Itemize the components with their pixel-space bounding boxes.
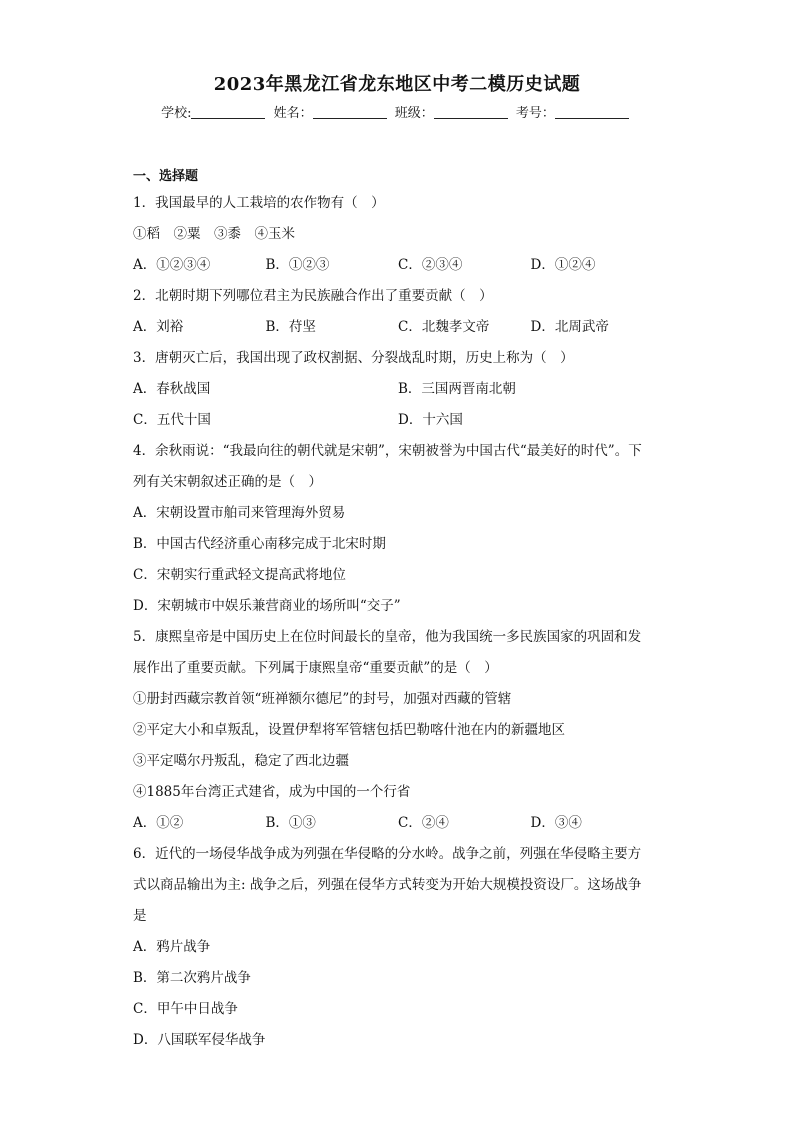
option-c: C．②③④ (398, 257, 463, 273)
question-3-stem: 3．唐朝灭亡后，我国出现了政权割据、分裂战乱时期，历史上称为（ ） (133, 350, 574, 366)
option-b: B．三国两晋南北朝 (398, 381, 516, 397)
question-3-options-row-1 (133, 374, 663, 405)
option-a: A．春秋战国 (133, 381, 211, 397)
question-2-options (133, 312, 663, 343)
question-1-options (133, 250, 663, 281)
question-2-stem: 2．北朝时期下列哪位君主为民族融合作出了重要贡献（ ） (133, 288, 493, 304)
option-c: C．②④ (398, 815, 449, 831)
option-c: C．宋朝实行重武轻文提高武将地位 (133, 567, 346, 583)
option-a: A．刘裕 (133, 319, 184, 335)
class-blank (434, 105, 508, 119)
class-label: 班级： (394, 106, 434, 121)
option-d: D．①②④ (530, 257, 596, 273)
question-5-item-3: ③平定噶尔丹叛乱，稳定了西北边疆 (133, 753, 349, 769)
exam-number-label: 考号： (515, 106, 555, 121)
question-4-stem-line-2: 列有关宋朝叙述正确的是（ ） (133, 474, 322, 490)
option-d: D．十六国 (398, 412, 463, 428)
option-a: A．鸦片战争 (133, 939, 211, 955)
option-d: D．北周武帝 (530, 319, 609, 335)
question-5-stem-line-2: 展作出了重要贡献。下列属于康熙皇帝“重要贡献”的是（ ） (133, 660, 498, 676)
option-c: C．甲午中日战争 (133, 1001, 238, 1017)
name-label: 姓名： (273, 106, 313, 121)
question-5-item-2: ②平定大小和卓叛乱，设置伊犁将军管辖包括巴勒喀什池在内的新疆地区 (133, 722, 565, 738)
section-heading: 一、选择题 (133, 169, 199, 184)
option-d: D．宋朝城市中娱乐兼营商业的场所叫“交子” (133, 598, 401, 614)
option-b: B．①③ (265, 815, 316, 831)
option-a: A．①② (133, 815, 184, 831)
option-a: A．宋朝设置市舶司来管理海外贸易 (133, 505, 346, 521)
question-6-stem-line-1: 6．近代的一场侵华战争成为列强在华侵略的分水岭。战争之前，列强在华侵略主要方 (133, 846, 642, 862)
question-3-options-row-2 (133, 405, 663, 436)
option-d: D．③④ (530, 815, 582, 831)
option-d: D．八国联军侵华战争 (133, 1032, 266, 1048)
option-c: C．北魏孝文帝 (398, 319, 490, 335)
option-b: B．①②③ (265, 257, 330, 273)
exam-number-blank (555, 105, 629, 119)
question-5-options (133, 808, 663, 839)
question-6-stem-line-3: 是 (133, 908, 147, 924)
school-label: 学校: (161, 106, 192, 121)
option-b: B．中国古代经济重心南移完成于北宋时期 (133, 536, 386, 552)
question-1-stem: 1．我国最早的人工栽培的农作物有（ ） (133, 195, 385, 211)
question-4-stem-line-1: 4．余秋雨说：“我最向往的朝代就是宋朝”，宋朝被誉为中国古代“最美好的时代”。下 (133, 443, 642, 459)
option-b: B．苻坚 (265, 319, 316, 335)
question-5-item-1: ①册封西藏宗教首领“班禅额尔德尼”的封号，加强对西藏的管辖 (133, 691, 512, 707)
name-blank (313, 105, 387, 119)
option-c: C．五代十国 (133, 412, 211, 428)
question-5-stem-line-1: 5．康熙皇帝是中国历史上在位时间最长的皇帝，他为我国统一多民族国家的巩固和发 (133, 629, 642, 645)
exam-title: 2023年黑龙江省龙东地区中考二模历史试题 (213, 74, 581, 95)
option-b: B．第二次鸦片战争 (133, 970, 251, 986)
student-info-line (0, 102, 794, 121)
question-5-item-4: ④1885年台湾正式建省，成为中国的一个行省 (133, 784, 411, 800)
question-list (133, 166, 663, 1056)
option-a: A．①②③④ (133, 257, 211, 273)
question-6-stem-line-2: 式以商品输出为主: 战争之后，列强在侵华方式转变为开始大规模投资设厂。这场战争 (133, 877, 642, 893)
question-1-items: ①稻 ②粟 ③黍 ④玉米 (133, 226, 295, 242)
school-blank (191, 105, 265, 119)
